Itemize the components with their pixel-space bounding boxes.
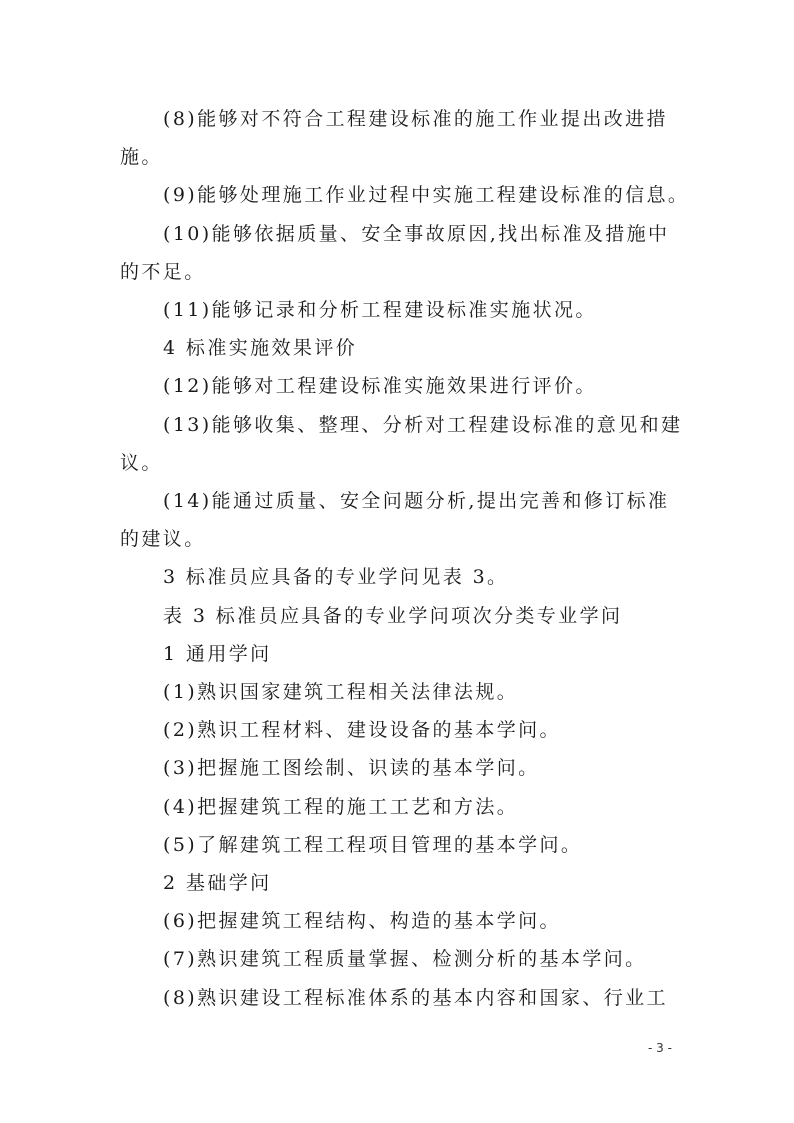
paragraph: 3 标准员应具备的专业学问见表 3。: [163, 566, 509, 589]
section-heading: 4 标准实施效果评价: [163, 337, 358, 360]
page-number: - 3 -: [648, 1041, 672, 1055]
paragraph: (12)能够对工程建设标准实施效果进行评价。: [163, 375, 597, 398]
paragraph: (13)能够收集、整理、分析对工程建设标准的意见和建议。: [120, 413, 683, 474]
section-heading: 1 通用学问: [163, 642, 272, 665]
paragraph: (4)把握建筑工程的施工工艺和方法。: [163, 795, 519, 818]
paragraph: (8)能够对不符合工程建设标准的施工作业提出改进措施。: [120, 108, 668, 169]
paragraph: (8)熟识建设工程标准体系的基本内容和国家、行业工: [163, 986, 668, 1009]
document-body: [120, 100, 690, 1017]
paragraph: (5)了解建筑工程工程项目管理的基本学问。: [163, 833, 583, 856]
section-heading: 2 基础学问: [163, 872, 272, 895]
paragraph: (3)把握施工图绘制、识读的基本学问。: [163, 757, 540, 780]
paragraph: (7)熟识建筑工程质量掌握、检测分析的基本学问。: [163, 948, 647, 971]
paragraph: (14)能通过质量、安全问题分析,提出完善和修订标准的建议。: [120, 490, 670, 551]
paragraph: (2)熟识工程材料、建设设备的基本学问。: [163, 719, 561, 742]
table-caption: 表 3 标准员应具备的专业学问项次分类专业学问: [163, 604, 623, 627]
paragraph: (11)能够记录和分析工程建设标准实施状况。: [163, 299, 597, 322]
paragraph: (6)把握建筑工程结构、构造的基本学问。: [163, 910, 561, 933]
paragraph: (9)能够处理施工作业过程中实施工程建设标准的信息。: [163, 184, 690, 207]
paragraph: (10)能够依据质量、安全事故原因,找出标准及措施中的不足。: [120, 222, 670, 283]
paragraph: (1)熟识国家建筑工程相关法律法规。: [163, 681, 519, 704]
